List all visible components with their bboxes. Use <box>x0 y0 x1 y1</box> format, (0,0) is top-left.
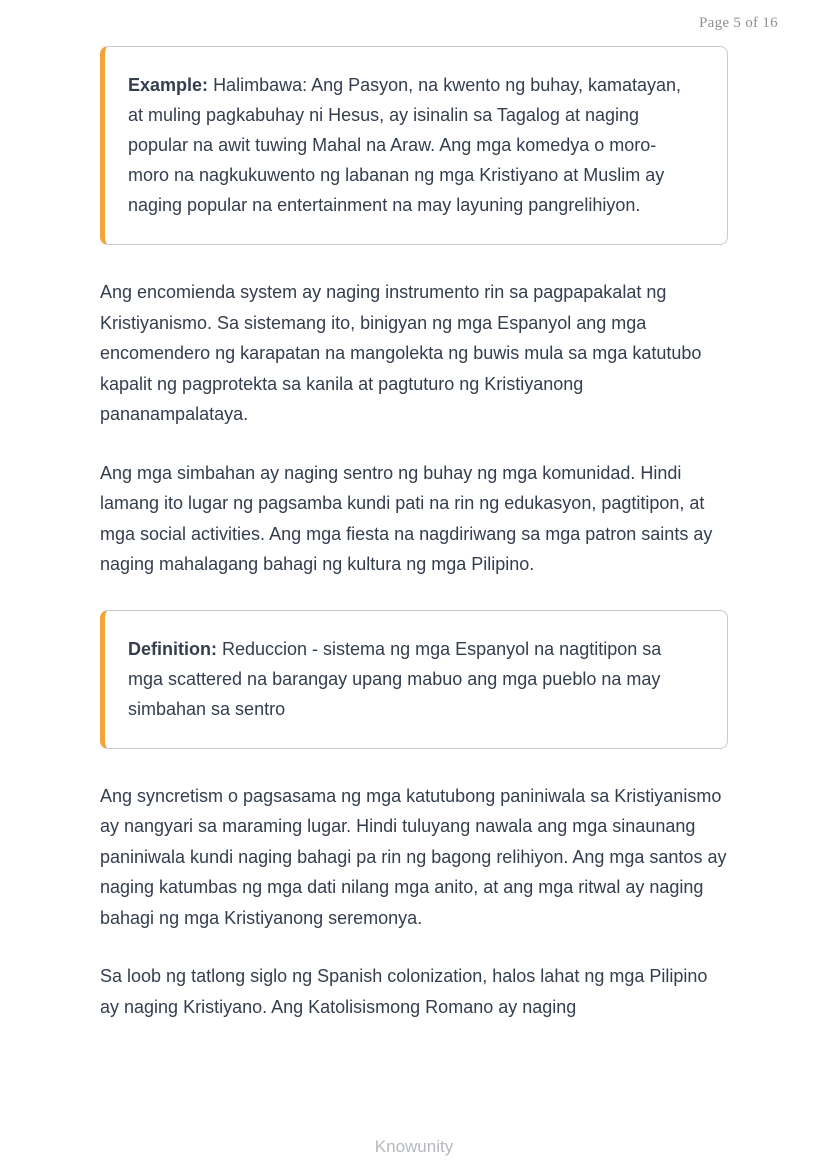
knowunity-watermark: Knowunity <box>374 1137 454 1156</box>
example-callout-box <box>100 46 728 245</box>
example-callout-label: Example: <box>128 75 209 95</box>
page-content <box>100 46 728 1022</box>
example-callout-text: Halimbawa: Ang Pasyon, na kwento ng buhay, kamatayan, at muling pagkabuhay ni Hesus, ay isinalin sa Tagalog at naging popular na awit tuwing Mahal na Araw. Ang mga komedya o moro-moro na nagkukuwento ng labanan ng mga Kristiyano at Muslim ay naging popular na entertainment na may layuning pangrelihiyon. <box>128 75 682 215</box>
body-paragraph-encomienda: Ang encomienda system ay naging instrumento rin sa pagpapakalat ng Kristiyanismo. Sa sistemang ito, binigyan ng mga Espanyol ang mga encomendero ng karapatan na mangolekta ng buwis mula sa mga katutubo kapalit ng pagprotekta sa kanila at pagtuturo ng Kristiyanong pananampalataya. <box>100 282 702 424</box>
page-footer <box>0 1137 828 1157</box>
body-paragraph-syncretism: Ang syncretism o pagsasama ng mga katutubong paniniwala sa Kristiyanismo ay nangyari sa maraming lugar. Hindi tuluyang nawala ang mga sinaunang paniniwala kundi naging bahagi pa rin ng bagong relihiyon. Ang mga santos ay naging katumbas ng mga dati nilang mga anito, at ang mga ritwal ay naging bahagi ng mga Kristiyanong seremonya. <box>100 785 727 928</box>
definition-callout-box <box>100 610 728 749</box>
body-paragraph-colonization: Sa loob ng tatlong siglo ng Spanish colonization, halos lahat ng mga Pilipino ay naging Kristiyano. Ang Katolisismong Romano ay naging <box>100 966 708 1017</box>
body-paragraph-simbahan: Ang mga simbahan ay naging sentro ng buhay ng mga komunidad. Hindi lamang ito lugar ng pagsamba kundi pati na rin ng edukasyon, pagtitipon, at mga social activities. Ang mga fiesta na nagdiriwang sa mga patron saints ay naging mahalagang bahagi ng kultura ng mga Pilipino. <box>100 462 713 574</box>
definition-callout-text: Reduccion - sistema ng mga Espanyol na nagtitipon sa mga scattered na barangay upang mabuo ang mga pueblo na may simbahan sa sentro <box>128 638 662 719</box>
page-header <box>0 0 828 36</box>
definition-callout-label: Definition: <box>128 638 217 659</box>
page-number-indicator: Page 5 of 16 <box>698 15 778 31</box>
